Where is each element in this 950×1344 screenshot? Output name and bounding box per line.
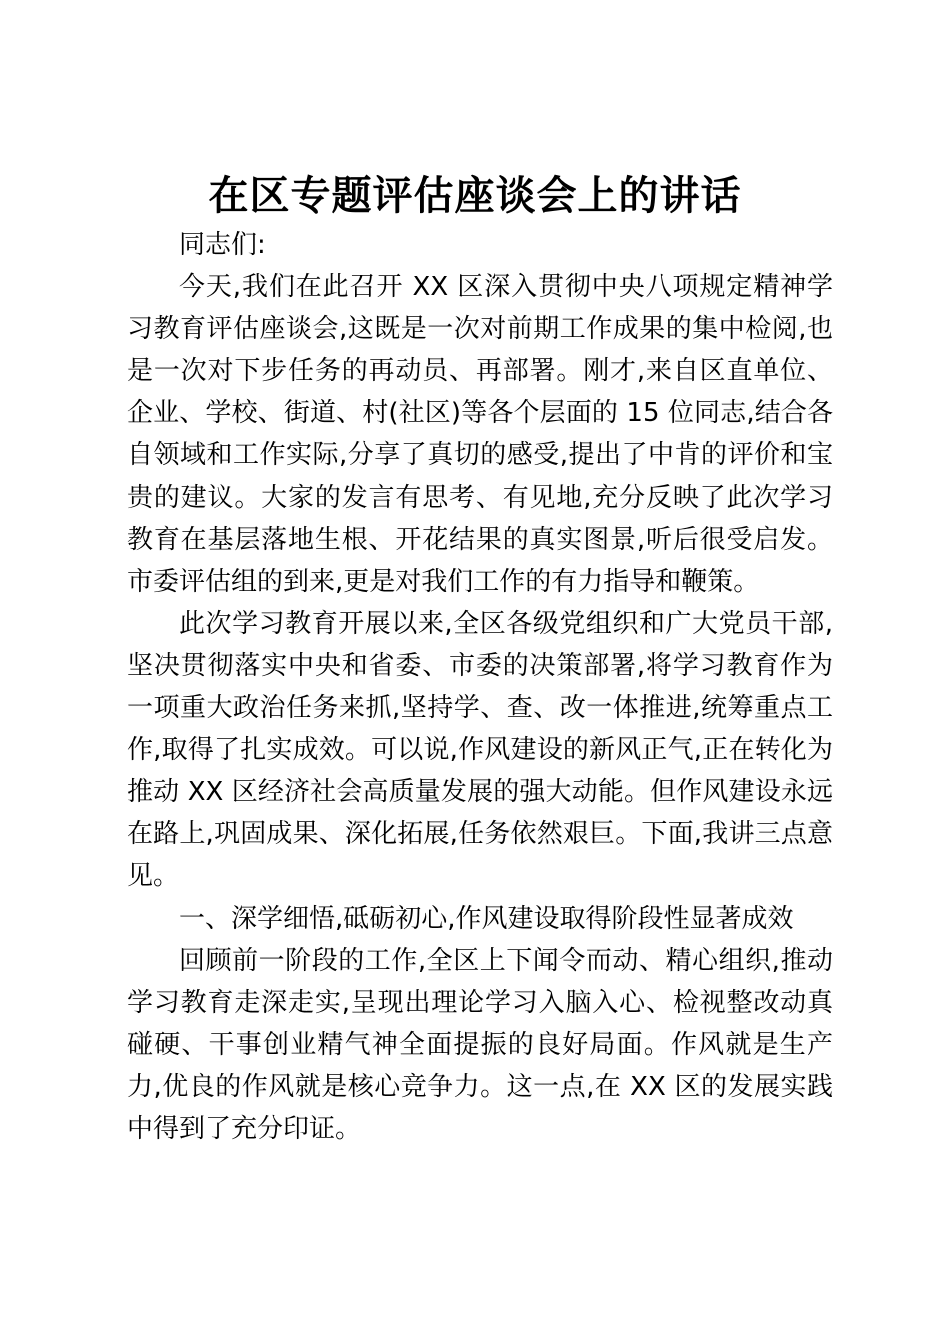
section-heading: 一、深学细悟,砥砺初心,作风建设取得阶段性显著成效 bbox=[179, 903, 794, 934]
paragraph-3: 回顾前一阶段的工作,全区上下闻令而动、精心组织,推动学习教育走深走实,呈现出理论学习入脑入心、检视整改动真碰硬、干事创业精气神全面提振的良好局面。作风就是生产力,优良的作风就是核心竞争力。这一点,在 XX 区的发展实践中得到了充分印证。 bbox=[127, 945, 833, 1144]
document-title: 在区专题评估座谈会上的讲话 bbox=[208, 172, 742, 219]
document-body bbox=[127, 224, 833, 1150]
paragraph-1: 今天,我们在此召开 XX 区深入贯彻中央八项规定精神学习教育评估座谈会,这既是一次对前期工作成果的集中检阅,也是一次对下步任务的再动员、再部署。刚才,来自区直单位、企业、学校、街道、村(社区)等各个层面的 15 位同志,结合各自领域和工作实际,分享了真切的感受,提出了中肯的评价和宝贵的建议。大家的发言有思考、有见地,充分反映了此次学习教育在基层落地生根、开花结果的真实图景,听后很受启发。市委评估组的到来,更是对我们工作的有力指导和鞭策。 bbox=[127, 272, 833, 597]
salutation: 同志们: bbox=[179, 230, 266, 260]
paragraph-2: 此次学习教育开展以来,全区各级党组织和广大党员干部,坚决贯彻落实中央和省委、市委的决策部署,将学习教育作为一项重大政治任务来抓,坚持学、查、改一体推进,统筹重点工作,取得了扎实成效。可以说,作风建设的新风正气,正在转化为推动 XX 区经济社会高质量发展的强大动能。但作风建设永远在路上,巩固成果、深化拓展,任务依然艰巨。下面,我讲三点意见。 bbox=[127, 608, 833, 892]
